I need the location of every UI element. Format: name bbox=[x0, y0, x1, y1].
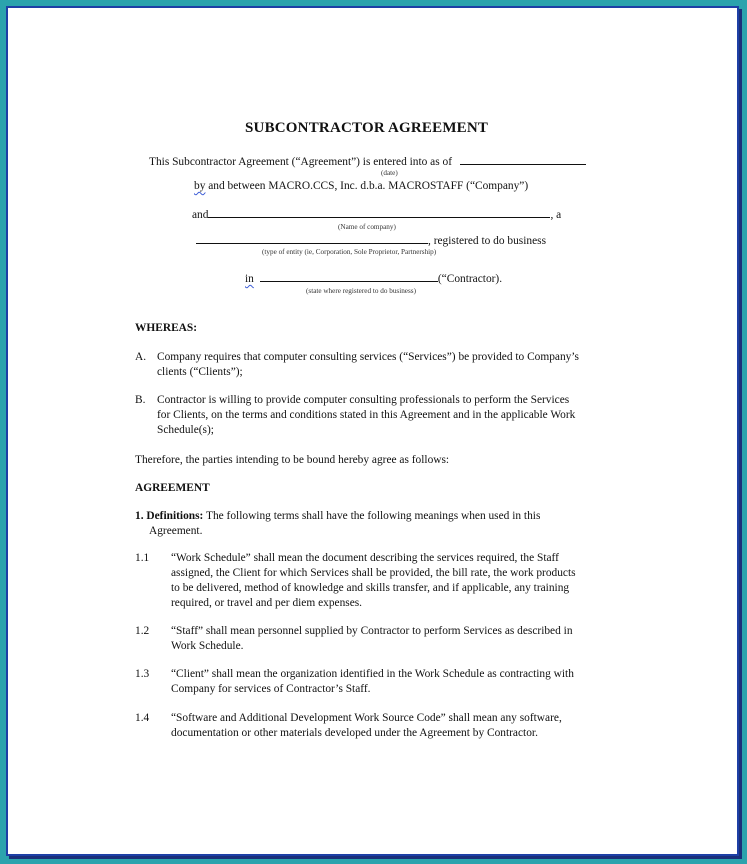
agreement-heading: AGREEMENT bbox=[135, 482, 210, 494]
contractor-label: (“Contractor). bbox=[437, 273, 503, 285]
definitions-line-1 bbox=[135, 509, 540, 524]
entity-hint: (type of entity (ie, Corporation, Sole Proprietor, Partnership) bbox=[262, 248, 437, 256]
item-number: 1.3 bbox=[135, 668, 150, 680]
whereas-b-line-2: for Clients, on the terms and conditions stated in this Agreement and in the applicable Work bbox=[157, 409, 576, 421]
intro-text: This Subcontractor Agreement (“Agreement”) is entered into as of bbox=[149, 156, 453, 168]
whereas-b-line-3: Schedule(s); bbox=[157, 424, 214, 436]
whereas-a-line-1: Company requires that computer consulting services (“Services”) be provided to Company’s bbox=[157, 351, 579, 363]
document-frame bbox=[6, 6, 739, 856]
therefore-text: Therefore, the parties intending to be bound hereby agree as follows: bbox=[135, 454, 450, 466]
whereas-b-line-1: Contractor is willing to provide computer consulting professionals to perform the Services bbox=[157, 394, 570, 406]
registered-text: , registered to do business bbox=[428, 235, 546, 247]
definitions-line-2: Agreement. bbox=[149, 525, 203, 537]
item-line: “Staff” shall mean personnel supplied by Contractor to perform Services as described in bbox=[171, 625, 573, 637]
intro-line-1 bbox=[149, 154, 586, 170]
state-blank[interactable] bbox=[260, 271, 438, 282]
by-word: by bbox=[194, 180, 206, 192]
date-blank[interactable] bbox=[460, 154, 586, 165]
document-page bbox=[8, 8, 737, 854]
item-number: 1.4 bbox=[135, 712, 150, 724]
date-hint: (date) bbox=[381, 169, 398, 177]
a-label: , a bbox=[550, 209, 562, 221]
whereas-a-label: A. bbox=[135, 351, 147, 363]
document-title: SUBCONTRACTOR AGREEMENT bbox=[245, 120, 489, 136]
item-line: Company for services of Contractor’s Staff. bbox=[171, 683, 371, 695]
intro-line-2-text: and between MACRO.CCS, Inc. d.b.a. MACROSTAFF (“Company”) bbox=[205, 180, 529, 192]
item-line: Work Schedule. bbox=[171, 640, 244, 652]
item-line: “Work Schedule” shall mean the document describing the services required, the Staff bbox=[171, 552, 559, 564]
whereas-heading: WHEREAS: bbox=[135, 322, 198, 334]
item-line: assigned, the Client for which Services shall be provided, the bill rate, the work products bbox=[171, 567, 576, 579]
item-number: 1.2 bbox=[135, 625, 150, 637]
definitions-label: 1. Definitions: bbox=[135, 510, 204, 522]
entity-type-blank[interactable] bbox=[196, 233, 428, 244]
item-line: to be delivered, method of knowledge and skills transfer, and if applicable, any training bbox=[171, 582, 570, 594]
item-number: 1.1 bbox=[135, 552, 150, 564]
state-hint: (state where registered to do business) bbox=[306, 287, 416, 295]
definitions-text: The following terms shall have the following meanings when used in this bbox=[203, 510, 541, 522]
item-line: documentation or other materials developed under the Agreement by Contractor. bbox=[171, 727, 538, 739]
entity-line bbox=[196, 233, 546, 249]
company-name-blank[interactable] bbox=[208, 207, 550, 218]
whereas-b-label: B. bbox=[135, 394, 146, 406]
item-line: “Software and Additional Development Work Source Code” shall mean any software, bbox=[171, 712, 562, 724]
item-line: required, or travel and per diem expenses. bbox=[171, 597, 363, 609]
in-label: in bbox=[245, 273, 254, 285]
company-hint: (Name of company) bbox=[338, 223, 396, 231]
intro-line-2 bbox=[194, 179, 528, 194]
company-line bbox=[192, 207, 561, 223]
and-label: and bbox=[192, 209, 209, 221]
state-line bbox=[245, 271, 502, 287]
item-line: “Client” shall mean the organization identified in the Work Schedule as contracting with bbox=[171, 668, 574, 680]
whereas-a-line-2: clients (“Clients”); bbox=[157, 366, 243, 378]
